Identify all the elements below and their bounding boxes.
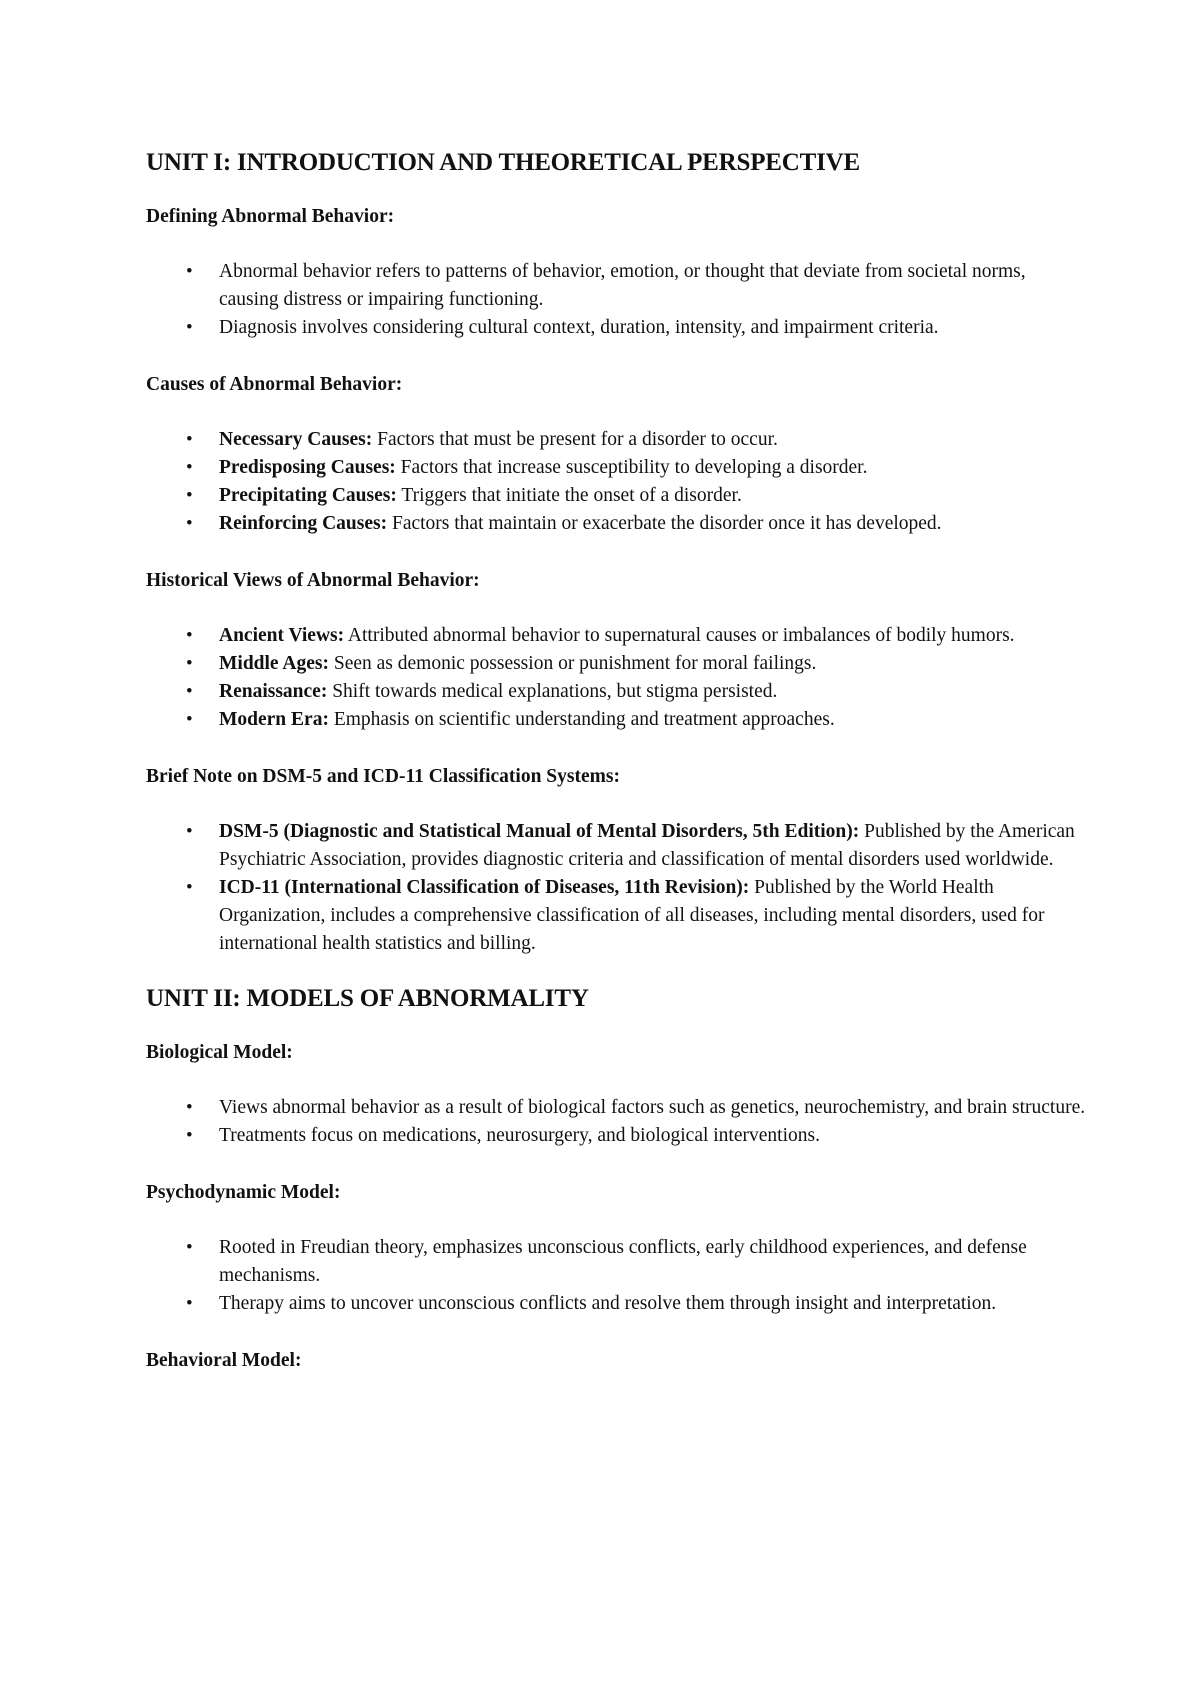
list-item <box>146 1234 1086 1290</box>
item-term: Middle Ages: <box>219 653 329 674</box>
bullet-icon: • <box>186 1125 193 1146</box>
item-text: Triggers that initiate the onset of a disorder. <box>396 485 742 506</box>
list-item <box>146 1122 1086 1150</box>
item-text: Factors that must be present for a disorder to occur. <box>372 429 778 450</box>
causes-heading: Causes of Abnormal Behavior: <box>146 374 403 395</box>
classification-heading: Brief Note on DSM-5 and ICD-11 Classification Systems: <box>146 766 620 787</box>
historical-heading: Historical Views of Abnormal Behavior: <box>146 570 480 591</box>
bullet-icon: • <box>186 1293 193 1314</box>
psychodynamic-list <box>146 1234 1086 1318</box>
bullet-icon: • <box>186 317 193 338</box>
bullet-icon: • <box>186 709 193 730</box>
psychodynamic-heading: Psychodynamic Model: <box>146 1182 341 1203</box>
biological-list <box>146 1094 1086 1150</box>
list-item <box>146 818 1086 874</box>
item-text: Factors that increase susceptibility to developing a disorder. <box>395 457 868 478</box>
bullet-icon: • <box>186 513 193 534</box>
item-text: Abnormal behavior refers to patterns of behavior, emotion, or thought that deviate from societal norms, causing distress or impairing functioning. <box>219 261 1026 310</box>
classification-list <box>146 818 1086 958</box>
item-term: ICD-11 (International Classification of Diseases, 11th Revision): <box>219 877 750 898</box>
bullet-icon: • <box>186 485 193 506</box>
item-term: Necessary Causes: <box>219 429 373 450</box>
bullet-icon: • <box>186 429 193 450</box>
list-item <box>146 482 1086 510</box>
list-item <box>146 622 1086 650</box>
list-item <box>146 426 1086 454</box>
list-item <box>146 650 1086 678</box>
list-item <box>146 314 1086 342</box>
bullet-icon: • <box>186 877 193 898</box>
unit-1-title: UNIT I: INTRODUCTION AND THEORETICAL PERSPECTIVE <box>146 149 860 176</box>
item-text: Attributed abnormal behavior to supernatural causes or imbalances of bodily humors. <box>344 625 1015 646</box>
item-text: Diagnosis involves considering cultural context, duration, intensity, and impairment criteria. <box>219 317 939 338</box>
item-text: Published by the World Health Organization, includes a comprehensive classification of all diseases, including mental disorders, used for international health statistics and billing. <box>219 877 1045 954</box>
item-term: Reinforcing Causes: <box>219 513 388 534</box>
bullet-icon: • <box>186 625 193 646</box>
item-text: Seen as demonic possession or punishment for moral failings. <box>328 653 817 674</box>
list-item <box>146 874 1086 958</box>
list-item <box>146 678 1086 706</box>
document-page <box>146 148 1086 1374</box>
item-text: Emphasis on scientific understanding and treatment approaches. <box>328 709 835 730</box>
bullet-icon: • <box>186 457 193 478</box>
item-text: Rooted in Freudian theory, emphasizes unconscious conflicts, early childhood experiences, and defense mechanisms. <box>219 1237 1027 1286</box>
list-item <box>146 454 1086 482</box>
defining-list <box>146 258 1086 342</box>
item-term: Renaissance: <box>219 681 328 702</box>
item-text: Therapy aims to uncover unconscious conflicts and resolve them through insight and interpretation. <box>219 1293 997 1314</box>
list-item <box>146 706 1086 734</box>
defining-heading: Defining Abnormal Behavior: <box>146 206 395 227</box>
behavioral-heading: Behavioral Model: <box>146 1350 302 1371</box>
bullet-icon: • <box>186 1237 193 1258</box>
list-item <box>146 1094 1086 1122</box>
item-text: Shift towards medical explanations, but stigma persisted. <box>327 681 778 702</box>
biological-heading: Biological Model: <box>146 1042 293 1063</box>
item-term: DSM-5 (Diagnostic and Statistical Manual of Mental Disorders, 5th Edition): <box>219 821 860 842</box>
historical-list <box>146 622 1086 734</box>
bullet-icon: • <box>186 261 193 282</box>
item-term: Predisposing Causes: <box>219 457 396 478</box>
list-item <box>146 258 1086 314</box>
item-term: Ancient Views: <box>219 625 345 646</box>
item-term: Modern Era: <box>219 709 329 730</box>
item-text: Treatments focus on medications, neurosurgery, and biological interventions. <box>219 1125 820 1146</box>
item-text: Views abnormal behavior as a result of biological factors such as genetics, neurochemistry, and brain structure. <box>219 1097 1086 1118</box>
bullet-icon: • <box>186 653 193 674</box>
bullet-icon: • <box>186 681 193 702</box>
unit-2-title: UNIT II: MODELS OF ABNORMALITY <box>146 985 589 1012</box>
item-text: Published by the American Psychiatric Association, provides diagnostic criteria and classification of mental disorders used worldwide. <box>219 821 1075 870</box>
list-item <box>146 510 1086 538</box>
bullet-icon: • <box>186 1097 193 1118</box>
item-term: Precipitating Causes: <box>219 485 397 506</box>
bullet-icon: • <box>186 821 193 842</box>
causes-list <box>146 426 1086 538</box>
list-item <box>146 1290 1086 1318</box>
item-text: Factors that maintain or exacerbate the disorder once it has developed. <box>387 513 942 534</box>
